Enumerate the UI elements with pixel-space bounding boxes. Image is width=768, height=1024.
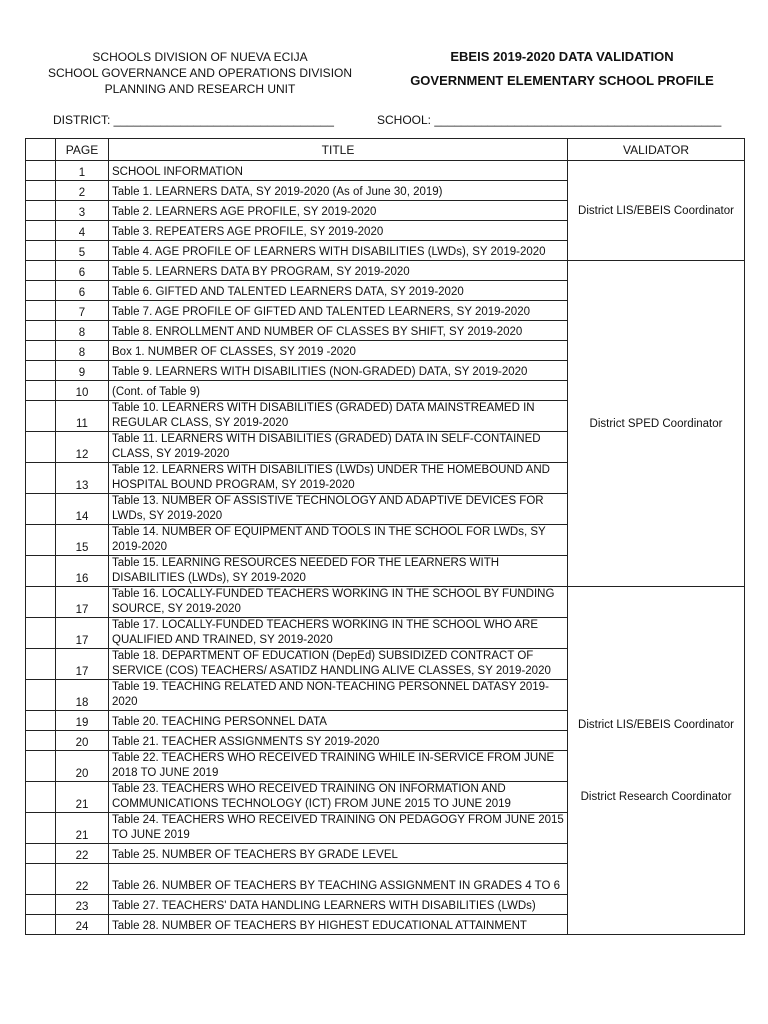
blank-cell [26,649,56,680]
page-number-cell: 3 [56,201,109,221]
page-number-cell: 6 [56,261,109,281]
title-cell: Table 20. TEACHING PERSONNEL DATA [109,711,568,731]
page-number-cell: 17 [56,618,109,649]
division-line-2: SCHOOL GOVERNANCE AND OPERATIONS DIVISION [47,66,353,80]
page-number-cell: 22 [56,844,109,864]
title-cell: Table 13. NUMBER OF ASSISTIVE TECHNOLOGY AND ADAPTIVE DEVICES FOR LWDs, SY 2019-2020 [109,494,568,525]
page-number-cell: 7 [56,301,109,321]
table-row [26,261,745,281]
school-field: SCHOOL: ___________________________________________ [377,113,722,127]
page-column-header: PAGE [56,139,109,161]
blank-cell [26,782,56,813]
blank-cell [26,525,56,556]
page-number-cell: 10 [56,381,109,401]
page-number-cell: 22 [56,864,109,895]
blank-cell [26,587,56,618]
page-number-cell: 11 [56,401,109,432]
title-cell: Table 19. TEACHING RELATED AND NON-TEACHING PERSONNEL DATASY 2019-2020 [109,680,568,711]
title-cell: Table 14. NUMBER OF EQUIPMENT AND TOOLS IN THE SCHOOL FOR LWDs, SY 2019-2020 [109,525,568,556]
title-cell: Table 10. LEARNERS WITH DISABILITIES (GRADED) DATA MAINSTREAMED IN REGULAR CLASS, SY 2019-2020 [109,401,568,432]
blank-cell [26,751,56,782]
blank-cell [26,711,56,731]
title-cell: Box 1. NUMBER OF CLASSES, SY 2019 -2020 [109,341,568,361]
document-title-line-1: EBEIS 2019-2020 DATA VALIDATION [450,49,674,64]
table-header-row [26,139,745,161]
page-number-cell: 13 [56,463,109,494]
title-cell: Table 18. DEPARTMENT OF EDUCATION (DepEd) SUBSIDIZED CONTRACT OF SERVICE (COS) TEACHERS/ ASATIDZ HANDLING ALIVE CLASSES, SY 2019-2020 [109,649,568,680]
title-cell: Table 3. REPEATERS AGE PROFILE, SY 2019-2020 [109,221,568,241]
page-number-cell: 23 [56,895,109,915]
blank-cell [26,161,56,181]
title-cell: Table 15. LEARNING RESOURCES NEEDED FOR THE LEARNERS WITH DISABILITIES (LWDs), SY 2019-2020 [109,556,568,587]
title-cell: (Cont. of Table 9) [109,381,568,401]
title-cell: Table 16. LOCALLY-FUNDED TEACHERS WORKING IN THE SCHOOL BY FUNDING SOURCE, SY 2019-2020 [109,587,568,618]
blank-cell [26,301,56,321]
blank-cell [26,731,56,751]
document-title-line-2: GOVERNMENT ELEMENTARY SCHOOL PROFILE [410,73,714,88]
page-number-cell: 1 [56,161,109,181]
profile-table [25,138,745,935]
title-cell: Table 24. TEACHERS WHO RECEIVED TRAINING ON PEDAGOGY FROM JUNE 2015 TO JUNE 2019 [109,813,568,844]
title-cell: Table 1. LEARNERS DATA, SY 2019-2020 (As of June 30, 2019) [109,181,568,201]
blank-cell [26,556,56,587]
blank-cell [26,401,56,432]
blank-cell [26,221,56,241]
page-number-cell: 5 [56,241,109,261]
blank-cell [26,201,56,221]
title-cell: Table 22. TEACHERS WHO RECEIVED TRAINING WHILE IN-SERVICE FROM JUNE 2018 TO JUNE 2019 [109,751,568,782]
blank-cell [26,321,56,341]
title-cell: Table 27. TEACHERS' DATA HANDLING LEARNERS WITH DISABILITIES (LWDs) [109,895,568,915]
title-cell: Table 21. TEACHER ASSIGNMENTS SY 2019-2020 [109,731,568,751]
page-number-cell: 8 [56,321,109,341]
district-field: DISTRICT: _________________________________ [53,113,334,127]
title-cell: Table 5. LEARNERS DATA BY PROGRAM, SY 2019-2020 [109,261,568,281]
blank-cell [26,915,56,935]
page-number-cell: 6 [56,281,109,301]
page-number-cell: 21 [56,813,109,844]
validator-lis-research [568,587,745,935]
validator-research: District Research Coordinator [580,790,732,803]
blank-cell [26,381,56,401]
blank-cell [26,181,56,201]
page-number-cell: 17 [56,587,109,618]
page-number-cell: 2 [56,181,109,201]
page-number-cell: 21 [56,782,109,813]
page-number-cell: 16 [56,556,109,587]
validator-sped: District SPED Coordinator [568,261,745,587]
blank-cell [26,361,56,381]
blank-cell [26,241,56,261]
division-line-3: PLANNING AND RESEARCH UNIT [104,82,296,96]
page-number-cell: 20 [56,731,109,751]
title-cell: Table 28. NUMBER OF TEACHERS BY HIGHEST EDUCATIONAL ATTAINMENT [109,915,568,935]
validator-column-header: VALIDATOR [568,139,745,161]
title-cell: Table 11. LEARNERS WITH DISABILITIES (GRADED) DATA IN SELF-CONTAINED CLASS, SY 2019-2020 [109,432,568,463]
validator-pair [568,719,744,803]
division-line-1: SCHOOLS DIVISION OF NUEVA ECIJA [92,50,308,64]
blank-cell [26,680,56,711]
page-number-cell: 12 [56,432,109,463]
page-number-cell: 24 [56,915,109,935]
title-cell: Table 7. AGE PROFILE OF GIFTED AND TALENTED LEARNERS, SY 2019-2020 [109,301,568,321]
title-cell: Table 25. NUMBER OF TEACHERS BY GRADE LEVEL [109,844,568,864]
page-number-cell: 15 [56,525,109,556]
title-cell: Table 6. GIFTED AND TALENTED LEARNERS DATA, SY 2019-2020 [109,281,568,301]
page-number-cell: 14 [56,494,109,525]
title-cell: Table 26. NUMBER OF TEACHERS BY TEACHING ASSIGNMENT IN GRADES 4 TO 6 [109,864,568,895]
title-cell: Table 2. LEARNERS AGE PROFILE, SY 2019-2020 [109,201,568,221]
title-column-header: TITLE [109,139,568,161]
page-number-cell: 8 [56,341,109,361]
title-cell: Table 9. LEARNERS WITH DISABILITIES (NON-GRADED) DATA, SY 2019-2020 [109,361,568,381]
blank-cell [26,261,56,281]
blank-cell [26,618,56,649]
division-header [40,49,360,97]
title-cell: Table 4. AGE PROFILE OF LEARNERS WITH DISABILITIES (LWDs), SY 2019-2020 [109,241,568,261]
title-cell: SCHOOL INFORMATION [109,161,568,181]
blank-cell [26,813,56,844]
blank-cell [26,432,56,463]
blank-cell [26,864,56,895]
table-row [26,161,745,181]
title-cell: Table 12. LEARNERS WITH DISABILITIES (LWDs) UNDER THE HOMEBOUND AND HOSPITAL BOUND PROGRAM, SY 2019-2020 [109,463,568,494]
page-number-cell: 19 [56,711,109,731]
blank-cell [26,895,56,915]
validator-lis-ebeis: District LIS/EBEIS Coordinator [568,161,745,261]
table-row [26,587,745,618]
blank-cell [26,341,56,361]
blank-header-cell [26,139,56,161]
blank-cell [26,494,56,525]
blank-cell [26,844,56,864]
blank-cell [26,281,56,301]
page-number-cell: 17 [56,649,109,680]
title-cell: Table 17. LOCALLY-FUNDED TEACHERS WORKING IN THE SCHOOL WHO ARE QUALIFIED AND TRAINED, SY 2019-2020 [109,618,568,649]
page-number-cell: 4 [56,221,109,241]
title-cell: Table 23. TEACHERS WHO RECEIVED TRAINING ON INFORMATION AND COMMUNICATIONS TECHNOLOGY (ICT) FROM JUNE 2015 TO JUNE 2019 [109,782,568,813]
validator-lis-ebeis-2: District LIS/EBEIS Coordinator [578,718,734,731]
page-number-cell: 20 [56,751,109,782]
title-cell: Table 8. ENROLLMENT AND NUMBER OF CLASSES BY SHIFT, SY 2019-2020 [109,321,568,341]
page-number-cell: 18 [56,680,109,711]
page-number-cell: 9 [56,361,109,381]
blank-cell [26,463,56,494]
